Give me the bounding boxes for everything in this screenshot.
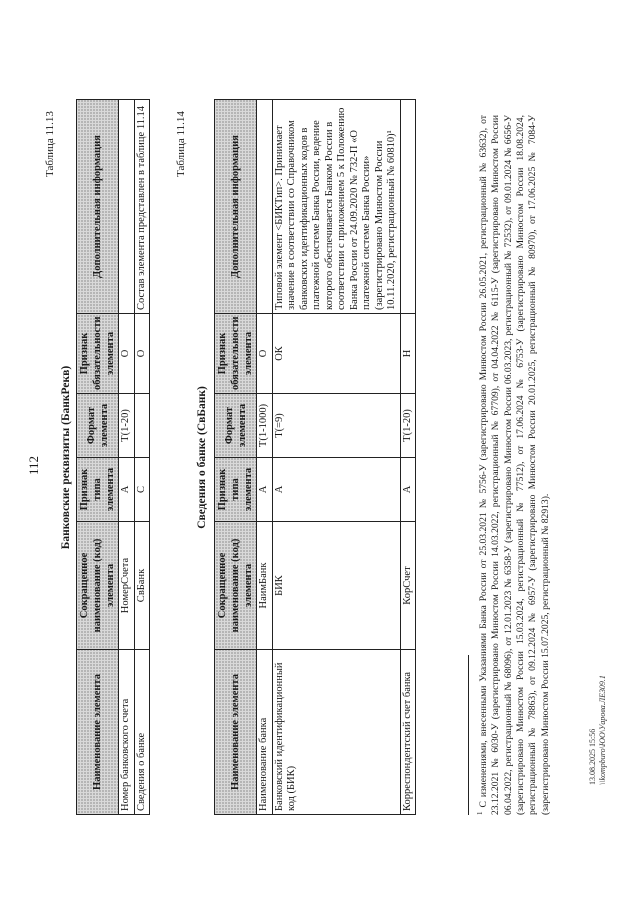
table-cell: Т(1-1000): [257, 394, 273, 458]
table-cell: Корреспондентский счет банка: [400, 650, 416, 815]
table-cell: О: [119, 314, 135, 394]
table-cell: А: [119, 458, 135, 522]
table-cell: А: [272, 458, 400, 522]
table-cell: О: [257, 314, 273, 394]
table1-header: Признак обязательности элемента: [77, 314, 119, 394]
table2-header: Признак типа элемента: [215, 458, 257, 522]
table-cell: НаимБанк: [257, 522, 273, 650]
table-cell: [400, 100, 416, 314]
table-cell: Сведения о банке: [134, 650, 150, 815]
table-cell: А: [400, 458, 416, 522]
table2-header: Дополнительная информация: [215, 100, 257, 314]
table-row: [134, 100, 150, 815]
table1-label: Таблица 11.13: [44, 111, 56, 177]
table1-header-row: [77, 100, 119, 815]
print-stamp: [588, 675, 608, 785]
table1-header: Сокращенное наименование (код) элемента: [77, 522, 119, 650]
table-cell: С: [134, 458, 150, 522]
table1-header: Признак типа элемента: [77, 458, 119, 522]
table2: [214, 99, 416, 815]
table-cell: НомерСчета: [119, 522, 135, 650]
table-cell: Т(=9): [272, 394, 400, 458]
table-cell: КорСчет: [400, 522, 416, 650]
footnote: [474, 115, 552, 815]
table2-header: Формат элемента: [215, 394, 257, 458]
table2-header: Признак обязательности элемента: [215, 314, 257, 394]
table-cell: О: [134, 314, 150, 394]
table1-header: Наименование элемента: [77, 650, 119, 815]
table-row: [119, 100, 135, 815]
table2-header: Сокращенное наименование (код) элемента: [215, 522, 257, 650]
table-row: [272, 100, 400, 815]
table-row: [400, 100, 416, 815]
page-number: 112: [26, 455, 41, 475]
table-cell: Т(1-20): [119, 394, 135, 458]
table-cell: А: [257, 458, 273, 522]
table-cell: БИК: [272, 522, 400, 650]
table1: [76, 99, 150, 815]
table-cell: [119, 100, 135, 314]
footnote-mark: 1: [476, 811, 484, 815]
table-cell: [134, 394, 150, 458]
table2-header-row: [215, 100, 257, 815]
table-cell: [257, 100, 273, 314]
table-row: [257, 100, 273, 815]
table-cell: Банковский идентификационный код (БИК): [272, 650, 400, 815]
stamp-path: \\kompburo\ЮО\Уарова.ЛЕЗ09.1: [598, 675, 607, 785]
table-cell: СвБанк: [134, 522, 150, 650]
table-cell: Н: [400, 314, 416, 394]
footnote-rule: [468, 655, 469, 815]
table1-header: Формат элемента: [77, 394, 119, 458]
table-cell: Наименование банка: [257, 650, 273, 815]
footnote-text: С изменениями, внесенными Указаниями Банка России от 25.03.2021 № 5756-У (зарегистрировано Минюстом России 26.05.2021, регистрационный № 63632), от 23.12.2021 № 6030-У (зарегистрировано Минюстом России 14.03.2022, регистрационный № 67709), от 04.04.2022 № 6115-У (зарегистрировано Минюстом России 06.04.2022, регистрационный № 68096), от 12.01.2023 № 6358-У (зарегистрировано Минюстом России 06.03.2023, регистрационный № 72532), от 09.01.2024 № 6656-У (зарегистрировано Минюстом России 15.03.2024, регистрационный № 77512), от 17.06.2024 № 6753-У (зарегистрировано Минюстом России 18.08.2024, регистрационный № 78863), от 09.12.2024 № 6957-У (зарегистрировано Минюстом России 20.01.2025, регистрационный № 80970), от 17.06.2025 № 7084-У (зарегистрировано Минюстом России 15.07.2025, регистрационный № 82913).: [478, 115, 551, 815]
table-cell: Состав элемента представлен в таблице 11.14: [134, 100, 150, 314]
table1-caption: Банковские реквизиты (БанкРекв): [60, 365, 72, 550]
table-cell: Номер банковского счета: [119, 650, 135, 815]
table2-label: Таблица 11.14: [175, 111, 187, 177]
stamp-date: 13.08.2025 15:56: [588, 728, 597, 785]
table-cell: Т(1-20): [400, 394, 416, 458]
table-cell: Типовой элемент <БИКТип>. Принимает значение в соответствии со Справочником банковских идентификационных кодов в платежной системе Банка России, ведение которого обеспечивается Банком России в соответствии с приложением 5 к Положению Банка России от 24.09.2020 № 732-П «О платежной системе Банка России» (зарегистрировано Минюстом России 10.11.2020, регистрационный № 60810)¹: [272, 100, 400, 314]
table2-caption: Сведения о банке (СвБанк): [196, 386, 208, 529]
table1-header: Дополнительная информация: [77, 100, 119, 314]
table2-header: Наименование элемента: [215, 650, 257, 815]
table-cell: ОК: [272, 314, 400, 394]
